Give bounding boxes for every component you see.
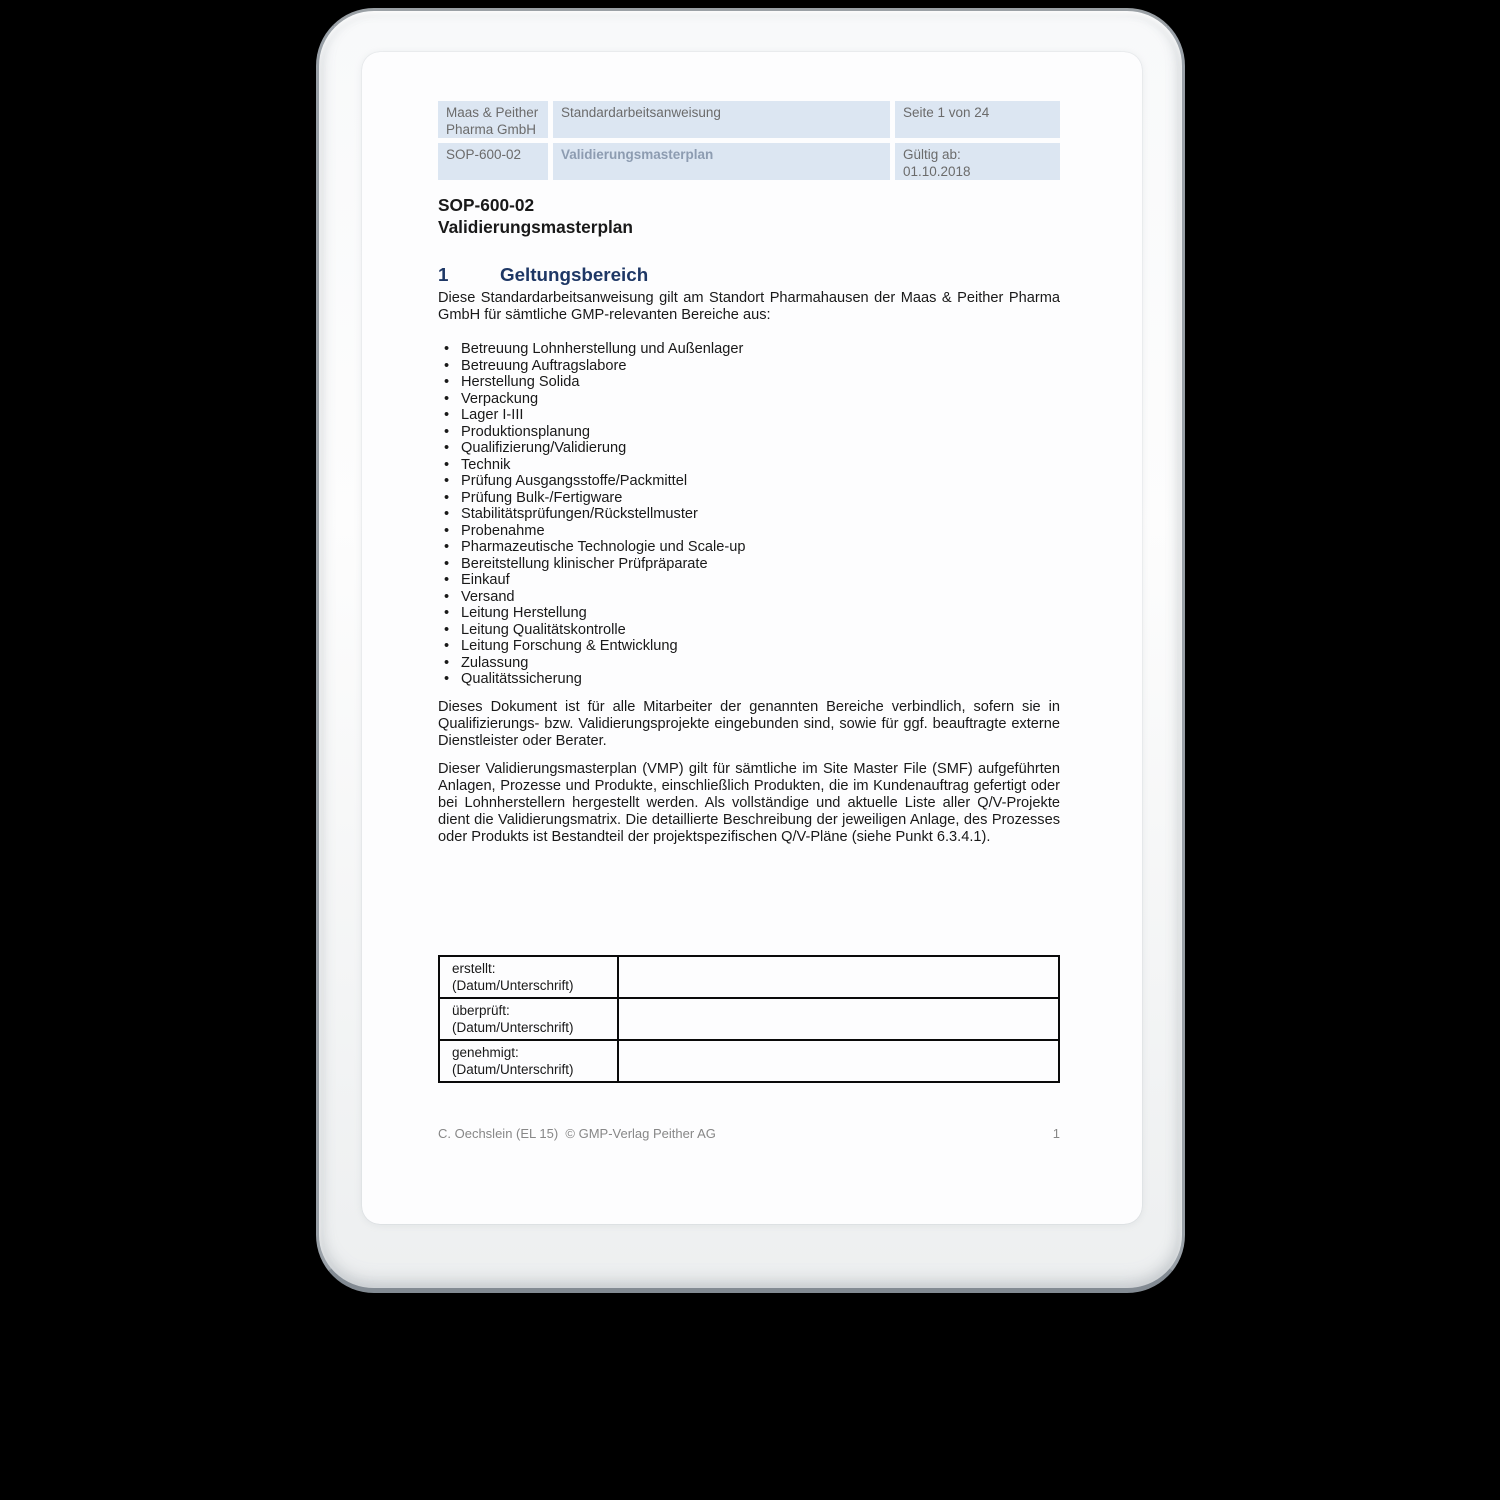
signature-sublabel: (Datum/Unterschrift) <box>452 1062 574 1077</box>
paragraph-vmp-scope: Dieser Validierungsmasterplan (VMP) gilt für sämtliche im Site Master File (SMF) aufgeführten Anlagen, Prozesse und Produkte, einschließlich Produkten, die im Kundenauftrag gefertigt oder bei Lohnherstellern hergestellt werden. Als vollständige und aktuelle Liste aller Q/V-Projekte dient die Validierungsmatrix. Die detaillierte Beschreibung der jeweiligen Anlage, des Prozesses oder Produkts ist Bestandteil der projektspezifischen Q/V-Pläne (siehe Punkt 6.3.4.1). <box>438 761 1060 845</box>
signature-sublabel: (Datum/Unterschrift) <box>452 978 574 993</box>
header-cell-company: Maas & Peither Pharma GmbH <box>438 101 548 138</box>
scope-item: • Qualifizierung/Validierung <box>438 440 1060 457</box>
footer-author-copyright: C. Oechslein (EL 15) © GMP-Verlag Peither AG <box>438 1126 716 1141</box>
header-cell-doc-title: Validierungsmasterplan <box>553 143 890 180</box>
signature-value-cell <box>618 998 1059 1040</box>
signature-value-cell <box>618 1040 1059 1082</box>
scope-item: • Betreuung Lohnherstellung und Außenlager <box>438 341 1060 358</box>
footer-page-number: 1 <box>1052 1126 1060 1141</box>
signature-row-erstellt <box>439 956 1059 998</box>
scope-item: • Verpackung <box>438 391 1060 408</box>
signature-label-cell <box>439 1040 618 1082</box>
section-title: Geltungsbereich <box>500 264 649 285</box>
paragraph-validity: Dieses Dokument ist für alle Mitarbeiter der genannten Bereiche verbindlich, sofern sie in Qualifizierungs- bzw. Validierungsprojekte eingebunden sind, sowie für ggf. beauftragte externe Dienstleister oder Berater. <box>438 699 1060 749</box>
signature-value-cell <box>618 956 1059 998</box>
document-title-line1: SOP-600-02 <box>438 195 535 215</box>
scope-item: • Probenahme <box>438 523 1060 540</box>
signature-row-genehmigt <box>439 1040 1059 1082</box>
scope-item: • Pharmazeutische Technologie und Scale-up <box>438 539 1060 556</box>
header-cell-page-info: Seite 1 von 24 <box>895 101 1060 138</box>
scope-item: • Technik <box>438 457 1060 474</box>
header-cell-doc-type: Standardarbeitsanweisung <box>553 101 890 138</box>
scope-item: • Bereitstellung klinischer Prüfpräparate <box>438 556 1060 573</box>
document-title <box>438 194 1060 238</box>
scope-item: • Stabilitätsprüfungen/Rückstellmuster <box>438 506 1060 523</box>
tablet-device-frame <box>316 8 1185 1293</box>
scope-list <box>438 341 1060 688</box>
page-footer <box>438 1126 1060 1142</box>
scope-item: • Leitung Herstellung <box>438 605 1060 622</box>
document-title-line2: Validierungsmasterplan <box>438 217 633 237</box>
signature-label: erstellt: <box>452 961 496 976</box>
scope-item: • Betreuung Auftragslabore <box>438 358 1060 375</box>
document-page <box>362 52 1142 1224</box>
signature-label: überprüft: <box>452 1003 510 1018</box>
scope-item: • Leitung Qualitätskontrolle <box>438 622 1060 639</box>
signature-row-ueberprueft <box>439 998 1059 1040</box>
scope-item: • Herstellung Solida <box>438 374 1060 391</box>
signature-table <box>438 955 1060 1083</box>
scope-item: • Prüfung Bulk-/Fertigware <box>438 490 1060 507</box>
signature-label: genehmigt: <box>452 1045 519 1060</box>
intro-paragraph: Diese Standardarbeitsanweisung gilt am Standort Pharmahausen der Maas & Peither Pharma GmbH für sämtliche GMP-relevanten Bereiche aus: <box>438 290 1060 323</box>
section-number: 1 <box>438 264 449 285</box>
scope-item: • Produktionsplanung <box>438 424 1060 441</box>
scope-item: • Lager I-III <box>438 407 1060 424</box>
signature-sublabel: (Datum/Unterschrift) <box>452 1020 574 1035</box>
signature-label-cell <box>439 956 618 998</box>
doc-header-table <box>438 101 1060 180</box>
section-heading <box>438 262 1060 288</box>
valid-from-date: 01.10.2018 <box>903 163 971 179</box>
signature-label-cell <box>439 998 618 1040</box>
scope-item: • Einkauf <box>438 572 1060 589</box>
scope-item: • Prüfung Ausgangsstoffe/Packmittel <box>438 473 1060 490</box>
scope-item: • Versand <box>438 589 1060 606</box>
scope-item: • Qualitätssicherung <box>438 671 1060 688</box>
scope-item: • Zulassung <box>438 655 1060 672</box>
header-cell-valid-from <box>895 143 1060 180</box>
scope-item: • Leitung Forschung & Entwicklung <box>438 638 1060 655</box>
header-cell-sop-number: SOP-600-02 <box>438 143 548 180</box>
valid-from-label: Gültig ab: <box>903 147 961 162</box>
